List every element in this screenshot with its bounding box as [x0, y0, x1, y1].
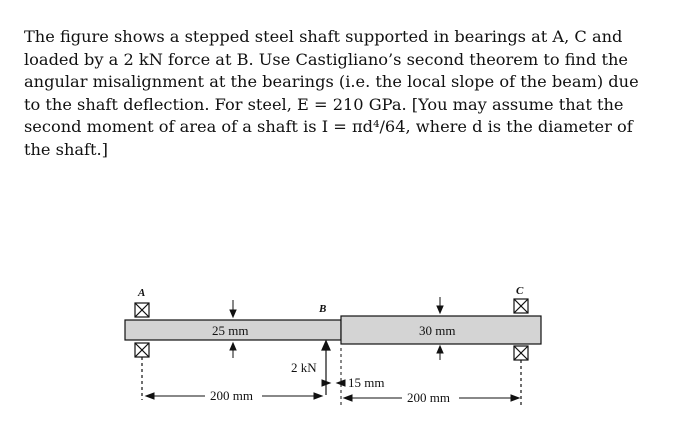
bearing-c-icon — [514, 299, 528, 405]
label-a: A — [138, 287, 146, 299]
problem-line: angular misalignment at the bearings (i.e. the local slope of the beam) due — [24, 72, 639, 92]
problem-line: to the shaft deflection. For steel, E = 210 GPa. [You may assume that the — [24, 94, 624, 114]
problem-line: second moment of area of a shaft is I = πd⁴/64, where d is the diameter of — [24, 117, 633, 137]
problem-line: the shaft.] — [24, 139, 108, 159]
left-length-label: 200 mm — [210, 388, 253, 403]
right-diameter-label: 30 mm — [419, 323, 456, 338]
label-b: B — [319, 303, 327, 315]
problem-line: The figure shows a stepped steel shaft supported in bearings at A, C and — [24, 27, 623, 46]
bearing-a-icon — [135, 303, 149, 400]
label-c: C — [516, 285, 524, 297]
problem-line: loaded by a 2 kN force at B. Use Castigliano’s second theorem to find the — [24, 49, 628, 69]
left-diameter-label: 25 mm — [212, 323, 249, 338]
load-arrow-icon — [322, 341, 330, 395]
shoulder-offset-label: 15 mm — [348, 375, 385, 390]
right-length-label: 200 mm — [407, 390, 450, 405]
load-label: 2 kN — [291, 360, 317, 375]
shoulder-offset-dimension — [322, 380, 345, 386]
